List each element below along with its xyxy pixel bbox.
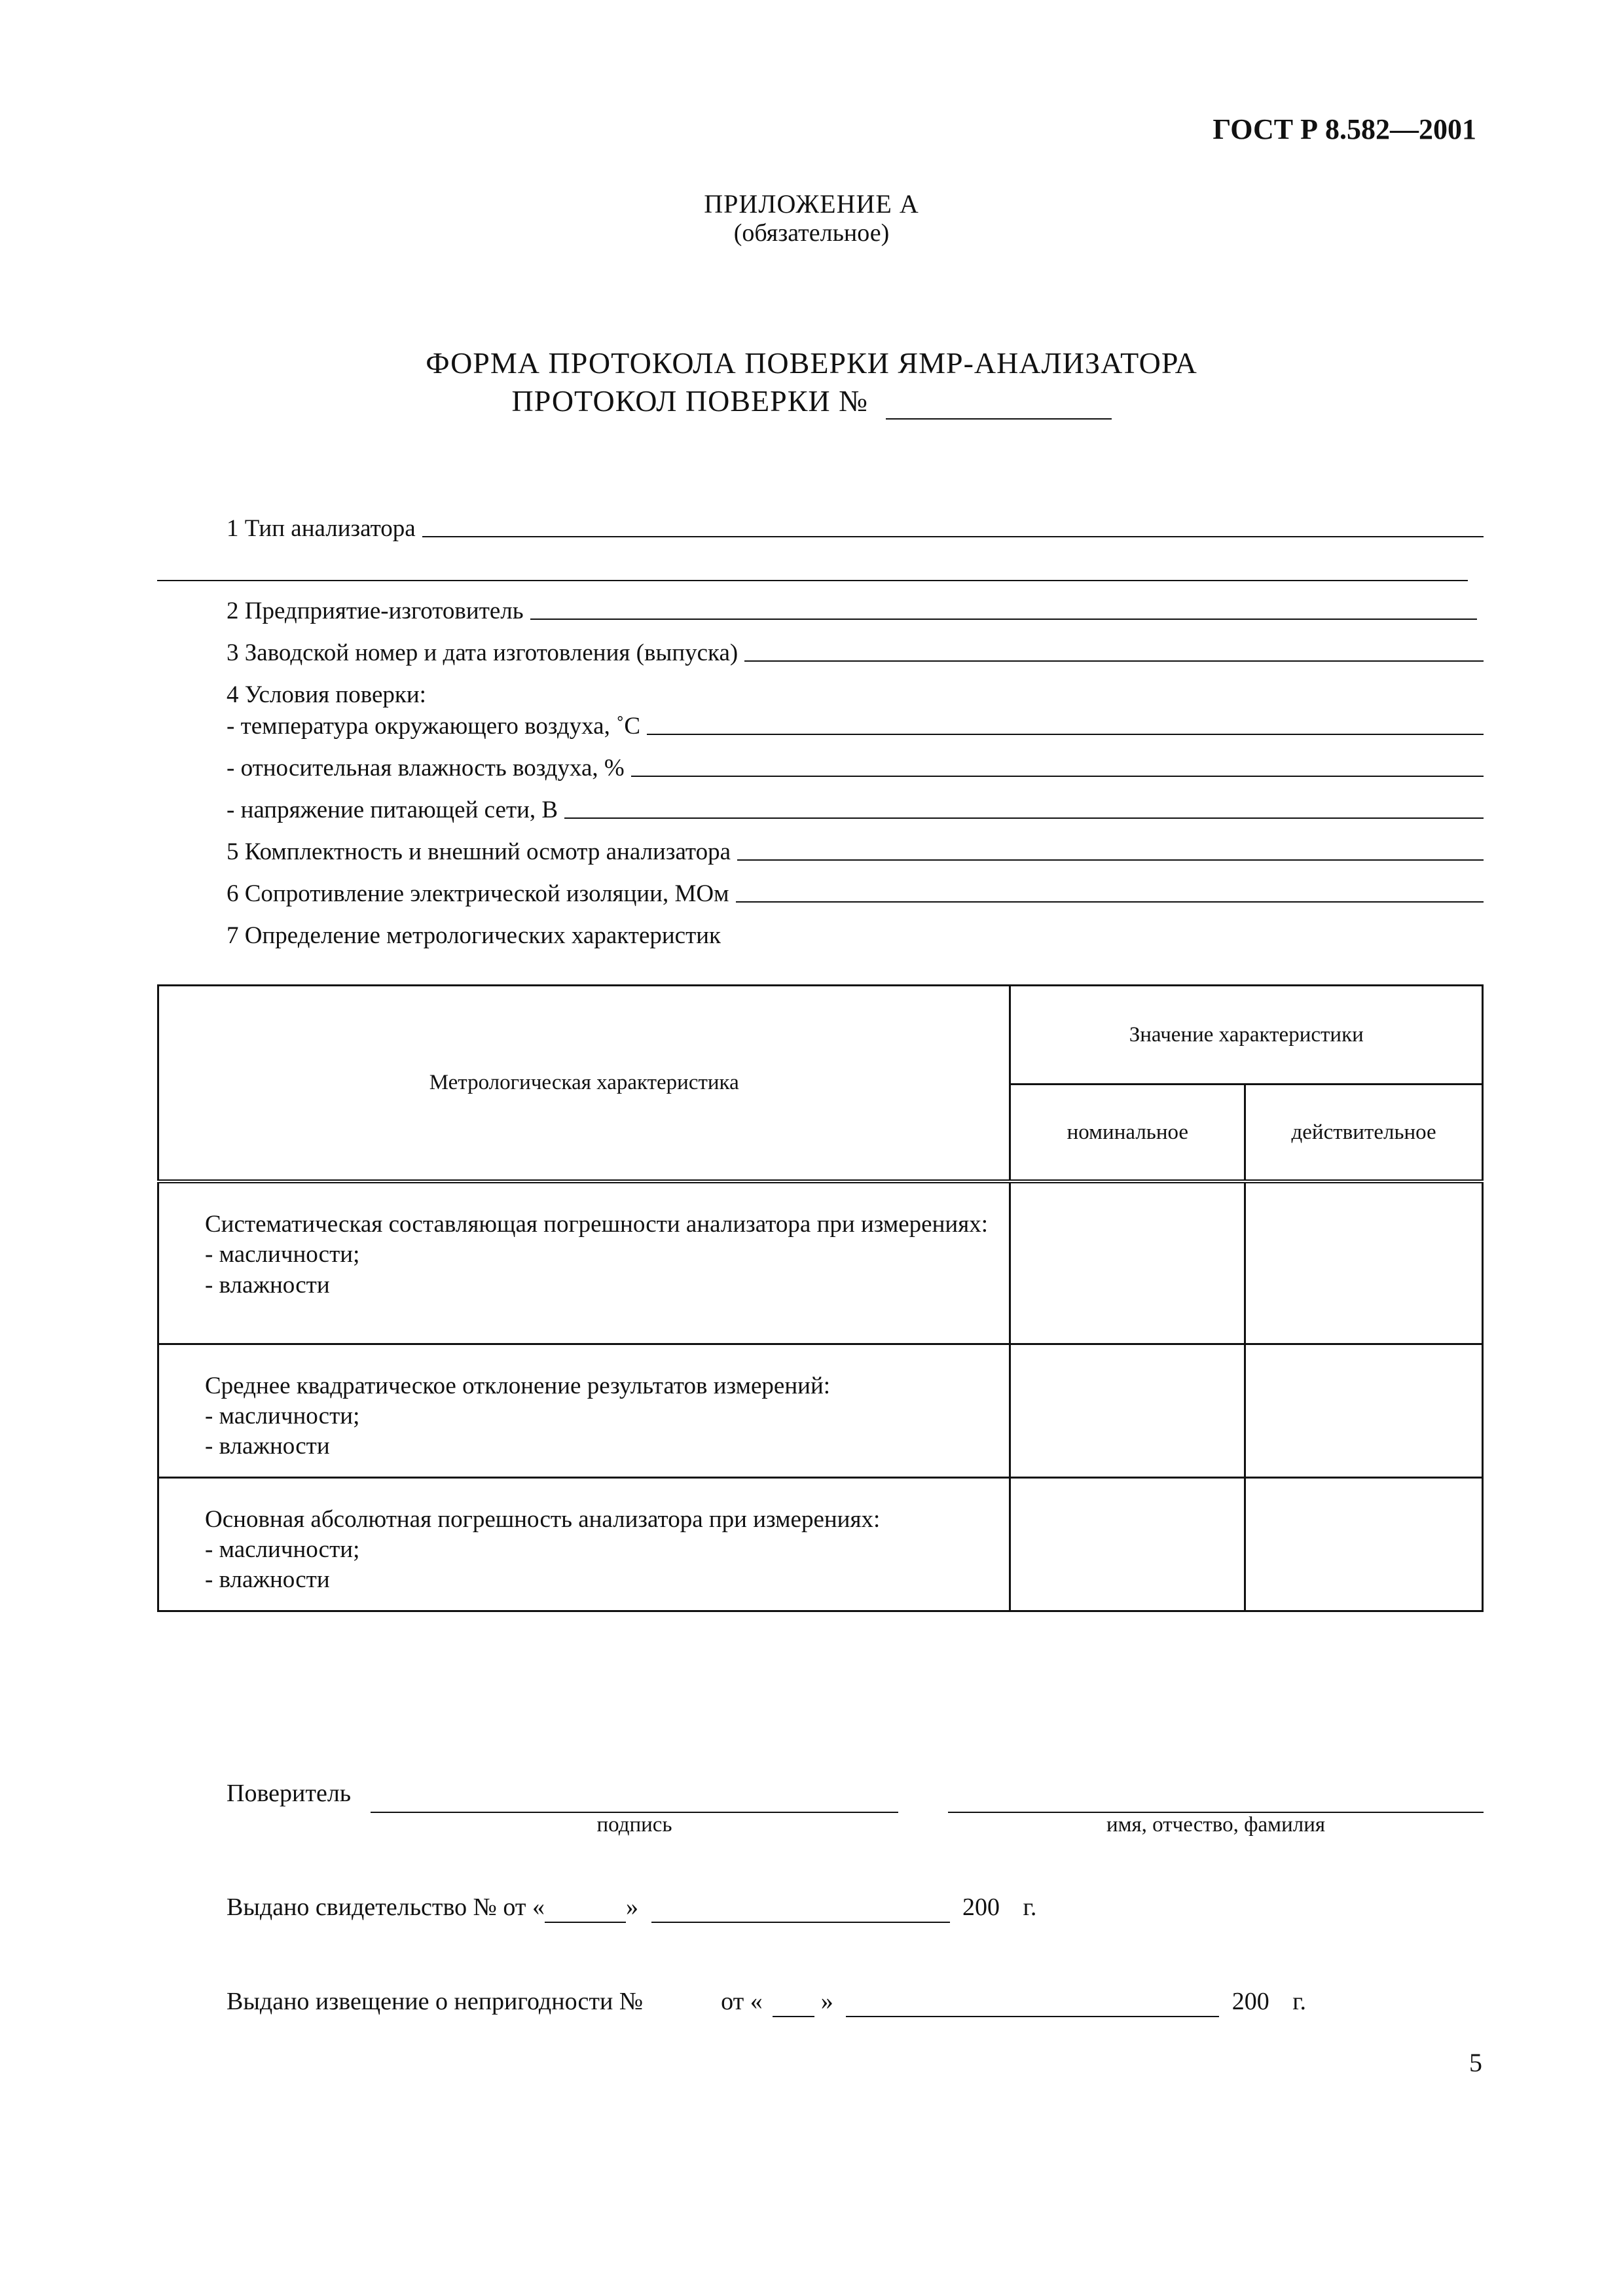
- field-label: 3 Заводской номер и дата изготовления (выпуска): [227, 639, 739, 666]
- actual-value-cell[interactable]: [1245, 1181, 1483, 1344]
- list-item: - масличности;: [205, 1535, 360, 1563]
- serial-date-line[interactable]: [744, 660, 1484, 662]
- list-item: - влажности: [205, 1433, 330, 1460]
- field-analyzer-type: [227, 514, 1484, 543]
- certificate-day-field[interactable]: [545, 1893, 626, 1923]
- table-row: [158, 1477, 1483, 1611]
- header-nominal: номинальное: [1010, 1085, 1245, 1182]
- field-label: 7 Определение метрологических характеристик: [227, 922, 721, 949]
- nominal-value-cell[interactable]: [1010, 1344, 1245, 1477]
- header-characteristic: Метрологическая характеристика: [158, 986, 1010, 1182]
- document-number: ГОСТ Р 8.582—2001: [1213, 113, 1476, 145]
- list-item: - масличности;: [205, 1241, 360, 1268]
- field-label: 5 Комплектность и внешний осмотр анализатора: [227, 838, 731, 865]
- field-metrology: [227, 922, 1484, 950]
- insulation-line[interactable]: [736, 901, 1484, 903]
- notice-prefix: Выдано извещение о непригодности №: [227, 1988, 644, 2015]
- field-voltage: [227, 796, 1484, 824]
- actual-value-cell[interactable]: [1245, 1477, 1483, 1611]
- signature-caption: подпись: [596, 1813, 672, 1837]
- metrology-table: [157, 984, 1484, 1612]
- field-label: - напряжение питающей сети, В: [227, 797, 558, 823]
- list-item: - влажности: [205, 1271, 330, 1299]
- completeness-line[interactable]: [737, 859, 1484, 861]
- header-value-group: Значение характеристики: [1010, 986, 1483, 1085]
- temperature-line[interactable]: [647, 733, 1484, 735]
- field-humidity: [227, 754, 1484, 782]
- header-actual: действительное: [1245, 1085, 1483, 1182]
- certificate-line: [227, 1893, 1036, 1923]
- field-label: - относительная влажность воздуха, %: [227, 755, 625, 781]
- notice-line: [227, 1987, 1306, 2017]
- protocol-title: [0, 384, 1623, 420]
- appendix-title: ПРИЛОЖЕНИЕ А: [704, 189, 919, 219]
- nominal-value-cell[interactable]: [1010, 1477, 1245, 1611]
- notice-year: 200: [1231, 1988, 1269, 2015]
- certificate-month-field[interactable]: [651, 1893, 950, 1923]
- appendix-subtitle: (обязательное): [733, 219, 890, 247]
- certificate-year: 200: [962, 1893, 1000, 1921]
- humidity-line[interactable]: [631, 775, 1484, 777]
- notice-month-field[interactable]: [846, 1987, 1219, 2017]
- characteristic-text: Основная абсолютная погрешность анализатора при измерениях:: [205, 1505, 881, 1533]
- manufacturer-line[interactable]: [530, 618, 1477, 620]
- characteristic-cell: [158, 1181, 1010, 1344]
- nominal-value-cell[interactable]: [1010, 1181, 1245, 1344]
- field-temperature: [227, 712, 1484, 740]
- name-caption: имя, отчество, фамилия: [1106, 1813, 1326, 1837]
- analyzer-type-line-2[interactable]: [157, 580, 1468, 581]
- notice-year-suffix: г.: [1292, 1988, 1307, 2015]
- list-item: - влажности: [205, 1566, 330, 1593]
- field-conditions: [227, 681, 1484, 709]
- field-label: 6 Сопротивление электрической изоляции, МОм: [227, 880, 729, 907]
- characteristic-cell: [158, 1344, 1010, 1477]
- quote-close: »: [626, 1893, 639, 1921]
- field-label: - температура окружающего воздуха, ˚С: [227, 713, 641, 740]
- field-manufacturer: [227, 597, 1477, 625]
- characteristic-text: Систематическая составляющая погрешности анализатора при измерениях:: [205, 1211, 988, 1238]
- field-label: 2 Предприятие-изготовитель: [227, 598, 524, 624]
- field-completeness: [227, 838, 1484, 866]
- field-label: 4 Условия поверки:: [227, 681, 426, 708]
- notice-from: от «: [721, 1988, 763, 2015]
- field-label: 1 Тип анализатора: [227, 515, 416, 542]
- page-number: 5: [1469, 2048, 1482, 2077]
- field-insulation: [227, 880, 1484, 908]
- characteristic-text: Среднее квадратическое отклонение результатов измерений:: [205, 1372, 831, 1399]
- characteristic-cell: [158, 1477, 1010, 1611]
- field-serial-date: [227, 639, 1484, 667]
- quote-close: »: [820, 1988, 833, 2015]
- protocol-number-field[interactable]: [886, 384, 1112, 420]
- list-item: - масличности;: [205, 1402, 360, 1429]
- verifier-label: Поверитель: [227, 1780, 352, 1807]
- table-row: [158, 1344, 1483, 1477]
- certificate-prefix: Выдано свидетельство № от «: [227, 1893, 545, 1921]
- analyzer-type-line[interactable]: [422, 535, 1484, 537]
- table-row: [158, 1181, 1483, 1344]
- form-title: ФОРМА ПРОТОКОЛА ПОВЕРКИ ЯМР-АНАЛИЗАТОРА: [426, 346, 1197, 380]
- certificate-year-suffix: г.: [1023, 1893, 1037, 1921]
- notice-day-field[interactable]: [773, 1987, 814, 2017]
- actual-value-cell[interactable]: [1245, 1344, 1483, 1477]
- voltage-line[interactable]: [564, 817, 1484, 819]
- protocol-label: ПРОТОКОЛ ПОВЕРКИ №: [511, 384, 869, 418]
